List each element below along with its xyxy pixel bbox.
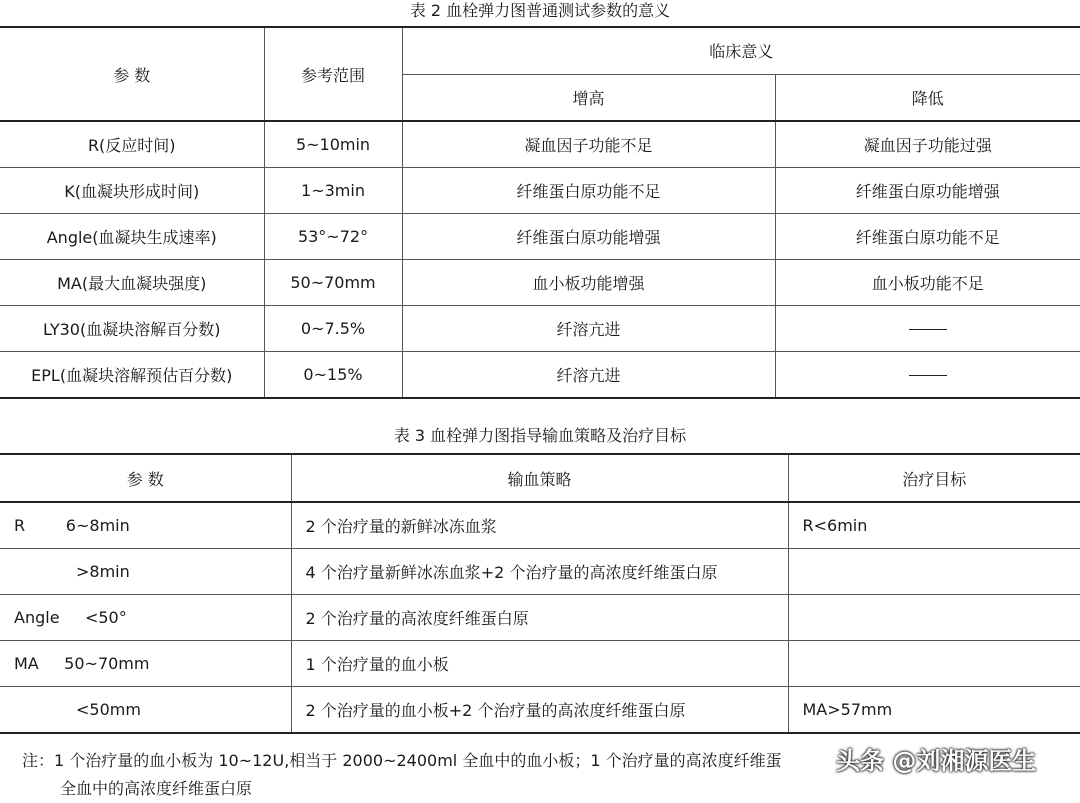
t3-cell-strategy: 4 个治疗量新鲜冰冻血浆+2 个治疗量的高浓度纤维蛋白原 [291,549,788,595]
em-dash [909,375,947,376]
table-row [0,121,1080,168]
t2-cell-decrease: 纤维蛋白原功能不足 [775,214,1080,260]
table2-caption: 表 2 血栓弹力图普通测试参数的意义 [409,1,671,20]
em-dash [909,329,947,330]
t3-cell-param: <50mm [0,687,291,734]
table-row [0,260,1080,306]
t2-cell-param: K(血凝块形成时间) [0,168,264,214]
table-row [0,549,1080,595]
t2-cell-range: 5~10min [264,121,402,168]
t3-cell-target: R<6min [788,502,1080,549]
t2-cell-decrease: 纤维蛋白原功能增强 [775,168,1080,214]
footnote-line-1: 注：1 个治疗量的血小板为 10~12U,相当于 2000~2400ml 全血中的血小板；1 个治疗量的高浓度纤维蛋 [22,751,782,770]
t2-header-clinical: 临床意义 [402,27,1080,74]
t3-cell-strategy: 2 个治疗量的血小板+2 个治疗量的高浓度纤维蛋白原 [291,687,788,734]
t3-cell-param: MA 50~70mm [0,641,291,687]
t3-cell-strategy: 2 个治疗量的高浓度纤维蛋白原 [291,595,788,641]
t3-cell-strategy: 2 个治疗量的新鲜冰冻血浆 [291,502,788,549]
table-row [0,352,1080,399]
t2-cell-range: 50~70mm [264,260,402,306]
t2-cell-param: R(反应时间) [0,121,264,168]
t2-cell-increase: 凝血因子功能不足 [402,121,775,168]
table-row [0,168,1080,214]
t2-cell-increase: 纤溶亢进 [402,352,775,399]
t2-cell-increase: 纤维蛋白原功能不足 [402,168,775,214]
t3-cell-param: Angle <50° [0,595,291,641]
t2-cell-increase: 纤溶亢进 [402,306,775,352]
table-row [0,214,1080,260]
t2-cell-param: EPL(血凝块溶解预估百分数) [0,352,264,399]
t3-cell-target [788,641,1080,687]
t3-cell-strategy: 1 个治疗量的血小板 [291,641,788,687]
t2-cell-range: 0~7.5% [264,306,402,352]
t3-cell-target [788,549,1080,595]
t3-header-target: 治疗目标 [788,454,1080,502]
t3-cell-param: >8min [0,549,291,595]
t2-cell-decrease: 凝血因子功能过强 [775,121,1080,168]
t2-cell-increase: 血小板功能增强 [402,260,775,306]
watermark: 头条 @刘湘源医生 [836,747,1037,775]
t2-cell-range: 53°~72° [264,214,402,260]
t3-cell-target [788,595,1080,641]
t3-header-strategy: 输血策略 [291,454,788,502]
table3 [0,453,1080,734]
t2-header-param: 参 数 [0,27,264,121]
table-row [0,306,1080,352]
t2-cell-param: Angle(血凝块生成速率) [0,214,264,260]
table-row [0,502,1080,549]
t2-cell-decrease-dash [775,306,1080,352]
table3-caption: 表 3 血栓弹力图指导输血策略及治疗目标 [393,426,687,445]
t2-cell-increase: 纤维蛋白原功能增强 [402,214,775,260]
t3-header-param: 参 数 [0,454,291,502]
t2-cell-decrease: 血小板功能不足 [775,260,1080,306]
t3-cell-target: MA>57mm [788,687,1080,734]
table-row [0,687,1080,734]
table2 [0,26,1080,399]
table-row [0,641,1080,687]
t2-header-increase: 增高 [402,74,775,121]
t2-cell-range: 1~3min [264,168,402,214]
table-row [0,595,1080,641]
footnote-line-2: 全血中的高浓度纤维蛋白原 [60,779,253,798]
t3-cell-param: R 6~8min [0,502,291,549]
t2-cell-range: 0~15% [264,352,402,399]
t2-cell-param: LY30(血凝块溶解百分数) [0,306,264,352]
t2-cell-param: MA(最大血凝块强度) [0,260,264,306]
t2-header-range: 参考范围 [264,27,402,121]
t2-cell-decrease-dash [775,352,1080,399]
t2-header-decrease: 降低 [775,74,1080,121]
